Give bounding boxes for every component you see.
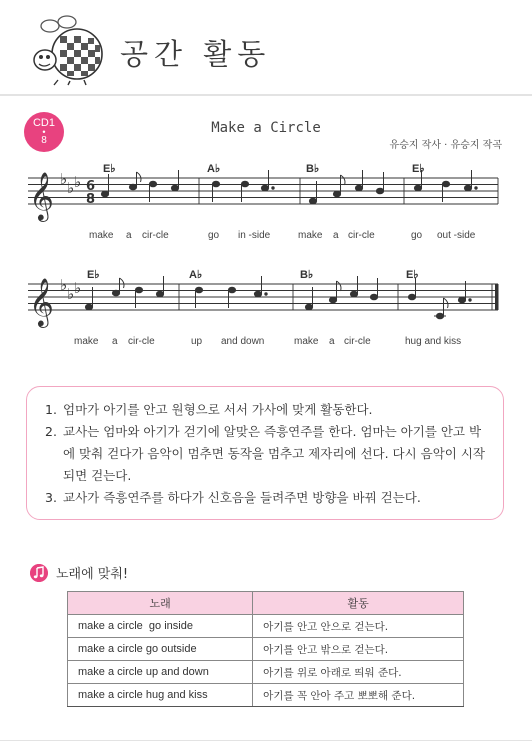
svg-text:♭: ♭	[67, 285, 75, 303]
note-head	[195, 287, 202, 293]
note-head	[171, 185, 178, 191]
chord-symbol: A♭	[189, 269, 203, 281]
note-head	[228, 287, 235, 293]
note-head	[464, 185, 471, 191]
section-title: 노래에 맞춰!	[56, 567, 129, 582]
page-title: 공간 활동	[120, 37, 272, 71]
instruction-number: 1.	[45, 402, 57, 417]
song-title: Make a Circle	[211, 120, 321, 136]
note-head	[442, 181, 449, 187]
instruction-text: 교사는 엄마와 아기가 걷기에 알맞은 즉흥연주를 한다. 엄마는 아기를 안고 박에 맞춰 걷다가 음악이 멈추면 동작을 멈추고 제자리에 선다. 다시 음악이 시작되면 걷는다.	[63, 424, 486, 483]
lyric-syllable: make	[89, 230, 114, 241]
note-head	[414, 185, 421, 191]
svg-text:♭: ♭	[67, 179, 75, 197]
note-head	[355, 185, 362, 191]
table-row	[68, 684, 464, 707]
lyric-syllable: a	[329, 336, 335, 347]
time-sig-bottom: 8	[86, 192, 96, 207]
chord-symbol: E♭	[406, 269, 419, 281]
note-head	[305, 304, 312, 310]
note-head	[333, 191, 340, 197]
lyric-syllable: a	[126, 230, 132, 241]
lyric-syllable: out -side	[437, 230, 476, 241]
note-head	[101, 191, 108, 197]
note-head	[376, 188, 383, 194]
instructions-box	[26, 386, 504, 520]
treble-clef-icon: 𝄞	[29, 277, 54, 326]
lyric-syllable: a	[112, 336, 118, 347]
cd-label: CD1	[32, 117, 55, 129]
table-row	[68, 638, 464, 661]
key-signature-flats-icon	[60, 170, 81, 197]
note-head	[458, 297, 465, 303]
note-head	[370, 294, 377, 300]
lyric-syllable: cir-cle	[348, 230, 375, 241]
note-head	[129, 184, 136, 190]
activity-cell: 아기를 꼭 안아 주고 뽀뽀해 준다.	[253, 684, 464, 707]
lyric-syllable: up	[191, 336, 203, 347]
note-head	[85, 304, 92, 310]
activity-cell: 아기를 안고 밖으로 걷는다.	[253, 638, 464, 661]
chord-symbol: E♭	[87, 269, 100, 281]
note-head	[149, 181, 156, 187]
key-signature-flats-icon	[60, 276, 81, 303]
note-head	[241, 181, 248, 187]
instruction-item	[45, 487, 489, 509]
activity-cell: 아기를 안고 안으로 걷는다.	[253, 615, 464, 638]
table-row	[68, 661, 464, 684]
song-credit: 유승지 작사 · 유승지 작곡	[389, 140, 502, 151]
column-header-song: 노래	[68, 592, 253, 615]
music-staff-line-1	[0, 160, 532, 252]
lyric-syllable: go	[208, 230, 220, 241]
note-head	[350, 291, 357, 297]
note-head	[254, 291, 261, 297]
note-head	[212, 181, 219, 187]
lyric-syllable: in -side	[238, 230, 271, 241]
lyric-syllable: a	[333, 230, 339, 241]
chord-symbol: B♭	[300, 269, 314, 281]
lyric-syllable: and down	[221, 336, 265, 347]
activity-cell: 아기를 위로 아래로 띄워 준다.	[253, 661, 464, 684]
lyric-syllable: make	[74, 336, 99, 347]
chord-symbol: B♭	[306, 163, 320, 175]
song-cell: make a circle go outside	[68, 638, 253, 661]
table-row	[68, 615, 464, 638]
lyric-syllable: go	[411, 230, 423, 241]
lyric-syllable: cir-cle	[142, 230, 169, 241]
chord-symbol: E♭	[412, 163, 425, 175]
chord-symbol: A♭	[207, 163, 221, 175]
lyric-syllable: hug and kiss	[405, 336, 462, 347]
instruction-number: 2.	[45, 424, 57, 439]
note-head	[309, 198, 316, 204]
song-cell: make a circle hug and kiss	[68, 684, 253, 707]
music-note-icon	[30, 564, 48, 582]
footer-divider	[0, 740, 532, 741]
instructions-list	[45, 399, 489, 509]
svg-text:♭: ♭	[74, 173, 82, 191]
svg-text:♭: ♭	[74, 279, 82, 297]
lyric-syllable: cir-cle	[344, 336, 371, 347]
table-header-row	[68, 592, 464, 615]
note-head	[112, 290, 119, 296]
instruction-text: 엄마가 아기를 안고 원형으로 서서 가사에 맞게 활동한다.	[63, 402, 373, 417]
instruction-item	[45, 421, 489, 487]
time-sig-top: 6	[86, 179, 96, 194]
svg-text:♭: ♭	[60, 276, 68, 294]
note-head	[408, 294, 415, 300]
activity-table	[67, 591, 464, 707]
svg-text:♭: ♭	[60, 170, 68, 188]
note-head	[261, 185, 268, 191]
note-head	[329, 297, 336, 303]
song-cell: make a circle up and down	[68, 661, 253, 684]
cd-separator-dot: •	[42, 127, 46, 137]
lyric-syllable: cir-cle	[128, 336, 155, 347]
chord-symbol: E♭	[103, 163, 116, 175]
lyric-syllable: make	[298, 230, 323, 241]
header-divider	[0, 94, 532, 96]
cd-track-number: 8	[41, 135, 47, 146]
instruction-item	[45, 399, 489, 421]
note-head	[156, 291, 163, 297]
column-header-activity: 활동	[253, 592, 464, 615]
instruction-text: 교사가 즉흥연주를 하다가 신호음을 들려주면 방향을 바꿔 걷는다.	[63, 490, 421, 505]
music-staff-line-2	[0, 266, 532, 358]
instruction-number: 3.	[45, 490, 57, 505]
final-barline	[495, 284, 499, 310]
lyric-syllable: make	[294, 336, 319, 347]
treble-clef-icon: 𝄞	[29, 171, 54, 220]
checkered-bug-mascot-icon	[30, 14, 110, 86]
note-head	[135, 287, 142, 293]
song-cell: make a circle go inside	[68, 615, 253, 638]
